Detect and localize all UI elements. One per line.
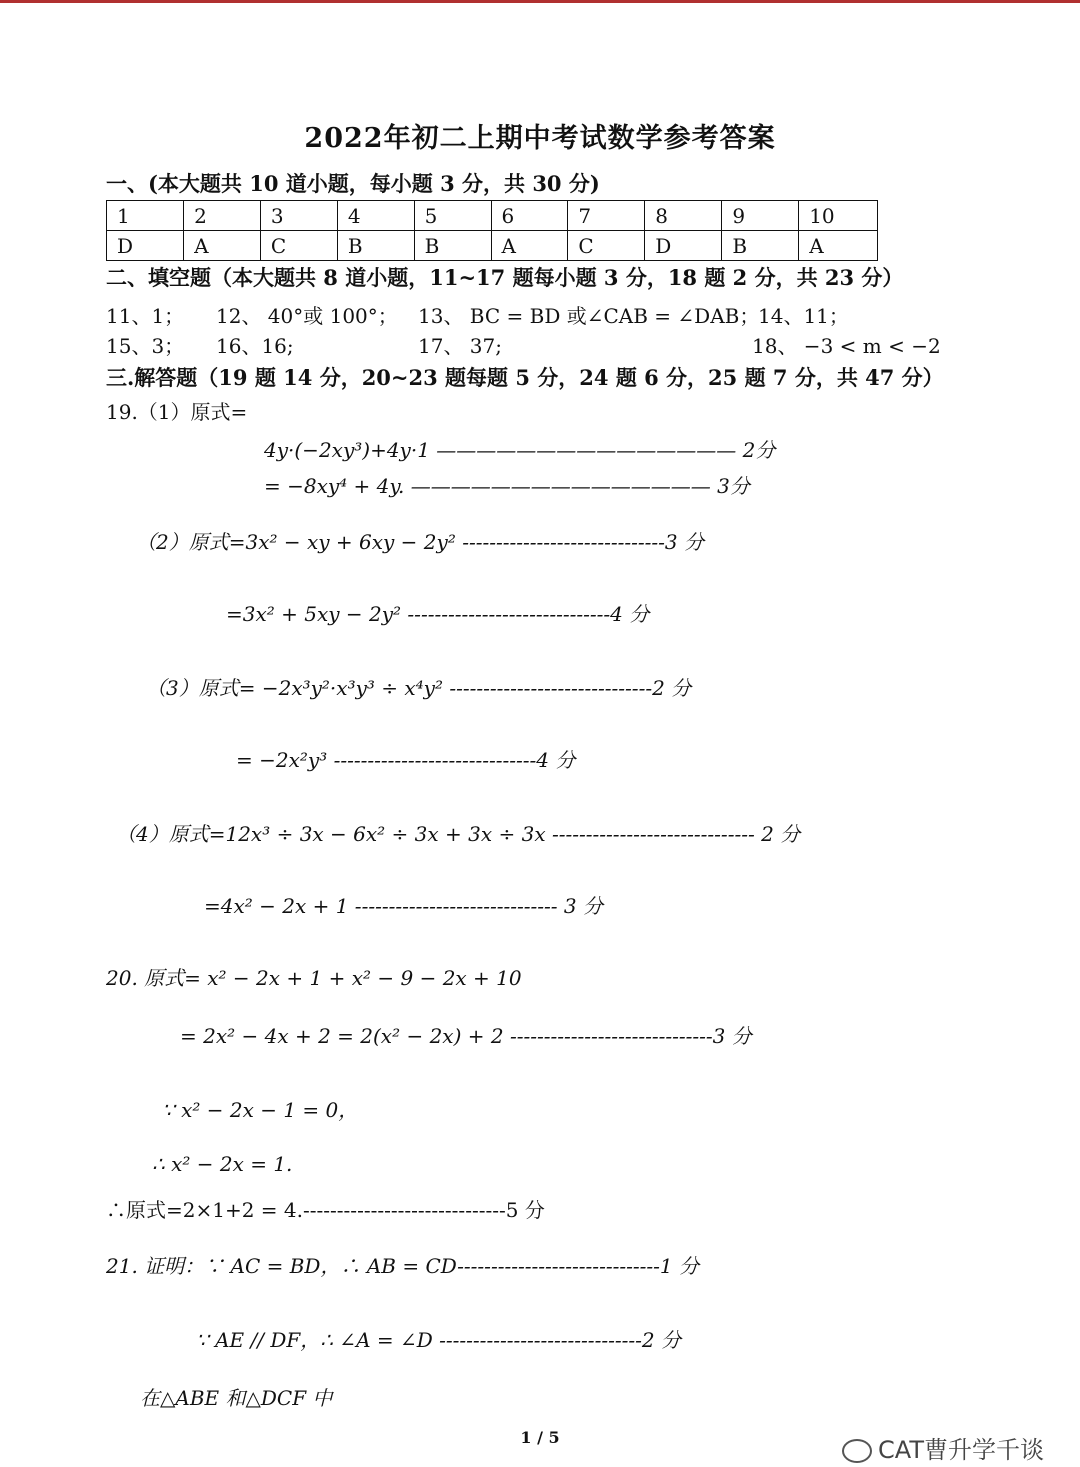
answer-table-numbers-row	[107, 201, 878, 231]
q19-part4-line2: =4x² − 2x + 1 ------------------------------ 3 分	[204, 894, 603, 918]
table-cell: 9	[722, 201, 799, 231]
answer-table	[106, 200, 878, 261]
table-cell: 10	[799, 201, 878, 231]
table-cell: D	[107, 231, 184, 261]
fill-answer-11: 11、1；	[106, 304, 185, 328]
section1-heading: 一、(本大题共 10 道小题，每小题 3 分，共 30 分)	[106, 171, 600, 196]
q20-line2: = 2x² − 4x + 2 = 2(x² − 2x) + 2 ------------------------------3 分	[180, 1024, 752, 1048]
table-cell: A	[184, 231, 261, 261]
q19-part1-line2: = −8xy⁴ + 4y. ——————————————— 3分	[264, 474, 750, 498]
q21-line1: 21. 证明：∵ AC = BD，∴ AB = CD------------------------------1 分	[106, 1254, 699, 1278]
q19-part4-line1: （4）原式=12x³ ÷ 3x − 6x² ÷ 3x + 3x ÷ 3x ------------------------------ 2 分	[116, 822, 801, 846]
q19-part3-line2: = −2x²y³ ------------------------------4 分	[236, 748, 576, 772]
table-cell: C	[568, 231, 645, 261]
q19-label: 19.（1）原式=	[106, 400, 248, 424]
table-cell: B	[337, 231, 414, 261]
watermark-text: CAT曹升学千谈	[878, 1436, 1044, 1464]
fill-answer-18: 18、 −3 < m < −2	[752, 334, 941, 358]
q19-part2-line1: （2）原式=3x² − xy + 6xy − 2y² ------------------------------3 分	[136, 530, 705, 554]
top-border-line	[0, 0, 1080, 3]
fill-answer-16: 16、16;	[216, 334, 294, 358]
table-cell: B	[722, 231, 799, 261]
table-cell: A	[799, 231, 878, 261]
fill-answer-15: 15、3；	[106, 334, 185, 358]
table-cell: 2	[184, 201, 261, 231]
table-cell: 8	[645, 201, 722, 231]
page-number: 1 / 5	[520, 1428, 560, 1447]
fill-answer-13: 13、 BC = BD 或∠CAB = ∠DAB；	[418, 304, 760, 328]
table-cell: 6	[491, 201, 568, 231]
answer-table-answers-row	[107, 231, 878, 261]
table-cell: 5	[414, 201, 491, 231]
table-cell: 3	[260, 201, 337, 231]
fill-answer-14: 14、11；	[758, 304, 849, 328]
section3-heading: 三.解答题（19 题 14 分，20~23 题每题 5 分，24 题 6 分，25 题 7 分，共 47 分）	[106, 365, 944, 390]
page-title: 2022年初二上期中考试数学参考答案	[304, 123, 776, 154]
section2-heading: 二、填空题（本大题共 8 道小题，11~17 题每小题 3 分，18 题 2 分，共 23 分）	[106, 265, 904, 290]
fill-answer-17: 17、 37;	[418, 334, 502, 358]
q20-line5: ∴原式=2×1+2 = 4.------------------------------5 分	[106, 1198, 545, 1222]
q19-part3-line1: （3）原式= −2x³y²·x³y³ ÷ x⁴y² ------------------------------2 分	[146, 676, 692, 700]
q20-line3: ∵ x² − 2x − 1 = 0，	[162, 1098, 359, 1122]
table-cell: 7	[568, 201, 645, 231]
q21-line2: ∵ AE // DF，∴ ∠A = ∠D ------------------------------2 分	[196, 1328, 681, 1352]
q19-part1-line1: 4y·(−2xy³)+4y·1 ——————————————— 2分	[264, 438, 776, 462]
fill-answer-12: 12、 40°或 100°；	[216, 304, 398, 328]
watermark	[842, 1430, 1044, 1465]
table-cell: D	[645, 231, 722, 261]
table-cell: A	[491, 231, 568, 261]
table-cell: B	[414, 231, 491, 261]
q20-line1: 20. 原式= x² − 2x + 1 + x² − 9 − 2x + 10	[106, 966, 522, 990]
q19-part2-line2: =3x² + 5xy − 2y² ------------------------------4 分	[226, 602, 650, 626]
table-cell: C	[260, 231, 337, 261]
wechat-icon	[842, 1439, 872, 1463]
q21-line3: 在△ABE 和△DCF 中	[140, 1386, 333, 1410]
table-cell: 1	[107, 201, 184, 231]
table-cell: 4	[337, 201, 414, 231]
q20-line4: ∴ x² − 2x = 1.	[152, 1152, 293, 1176]
